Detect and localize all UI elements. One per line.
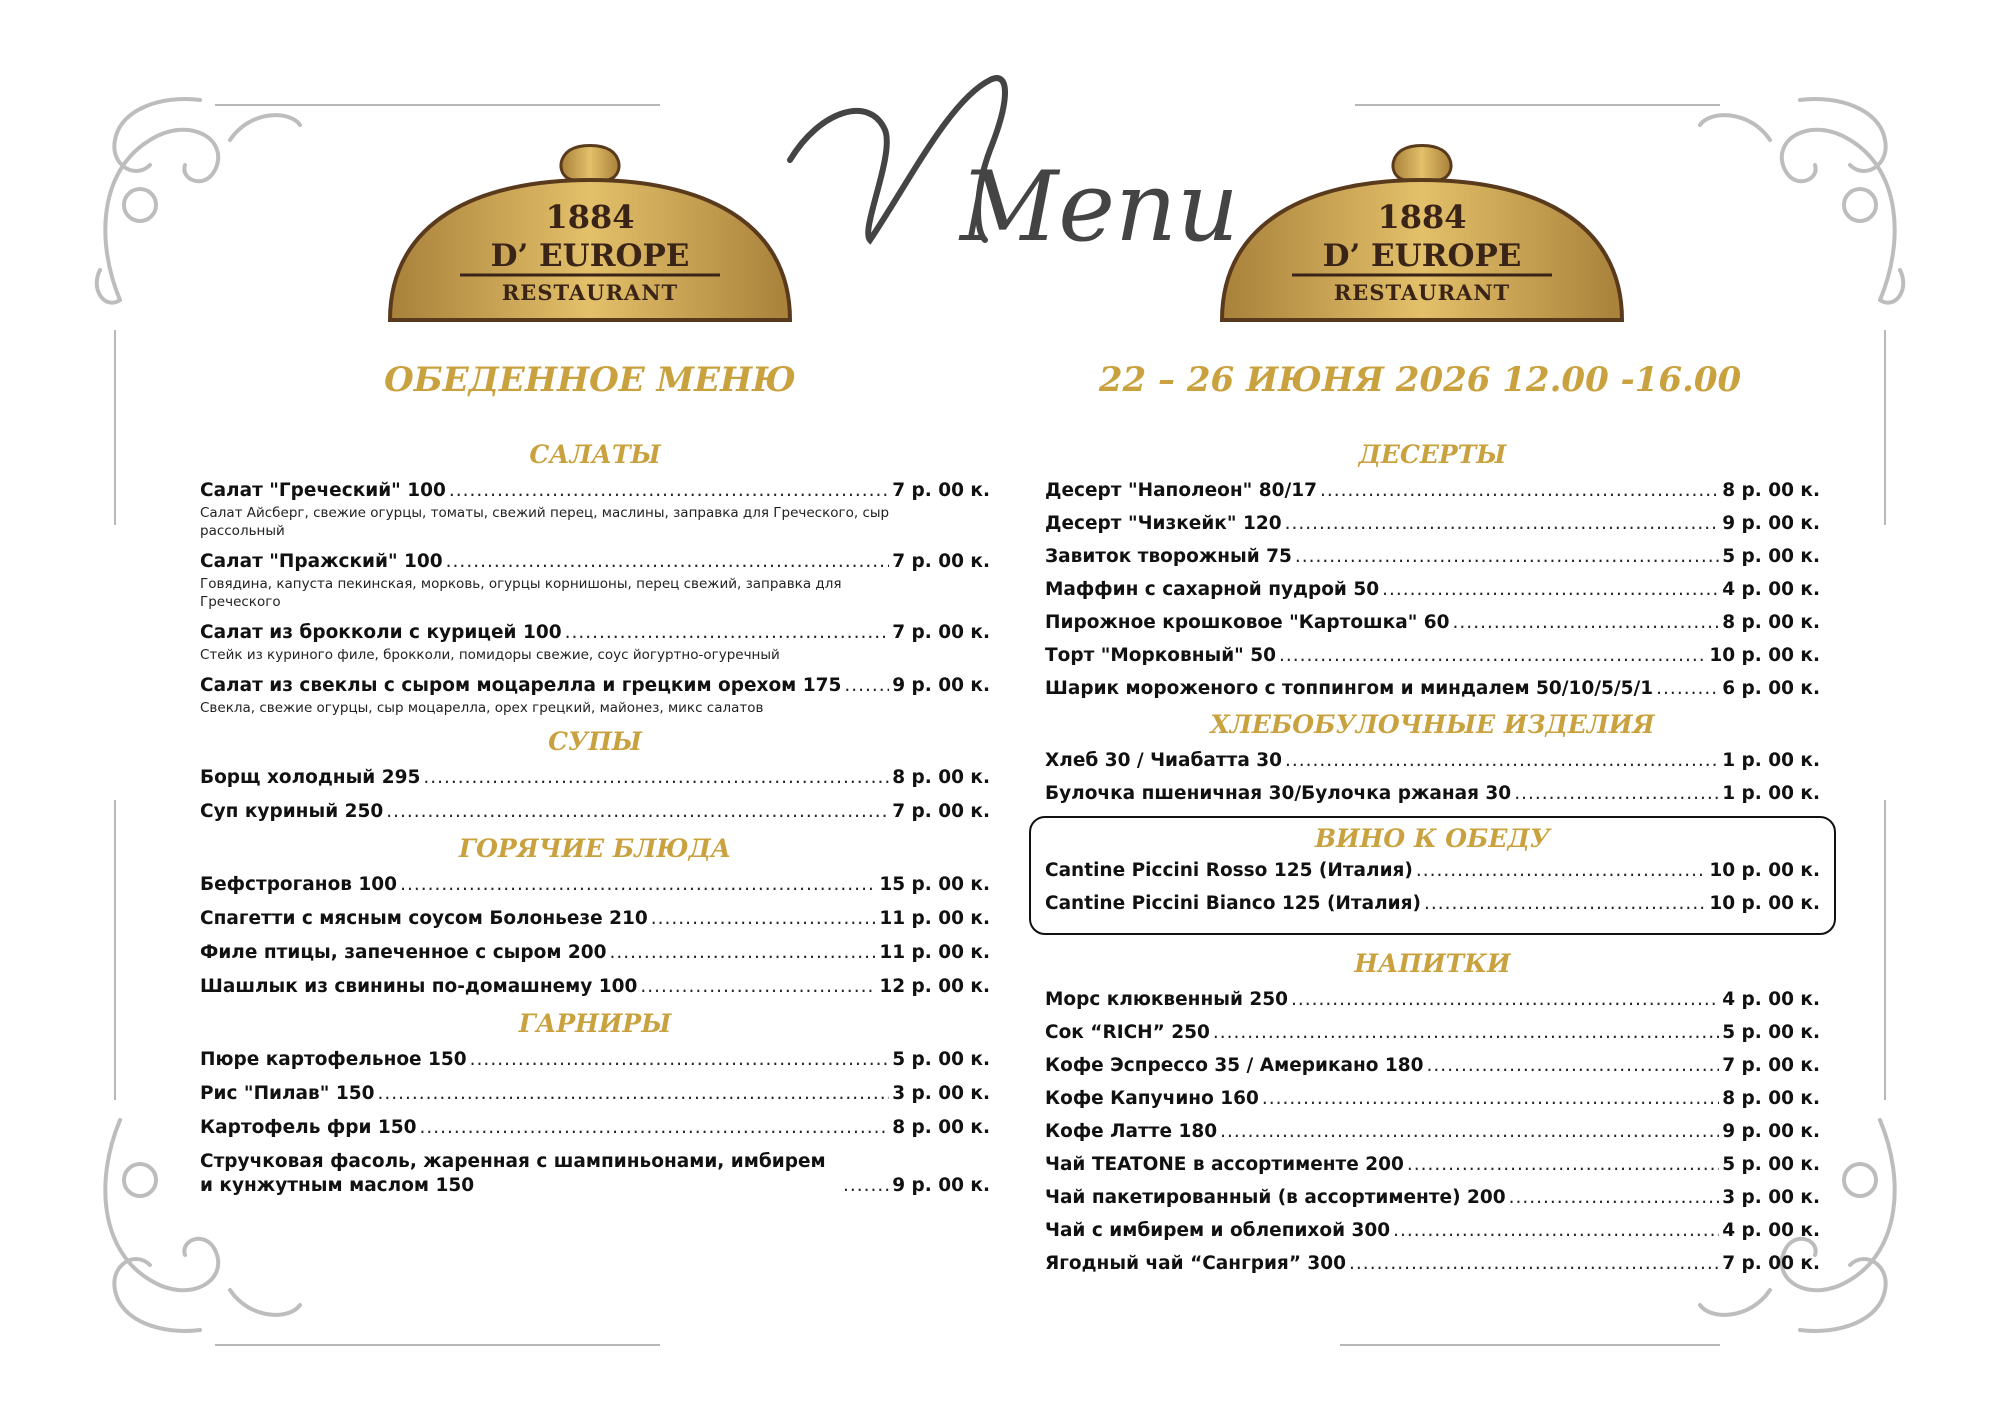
menu-item: [1045, 749, 1820, 773]
item-price: 8 р. 00 к.: [1722, 612, 1820, 633]
item-name: Чай пакетированный (в ассортименте) 200: [1045, 1187, 1506, 1208]
item-name: Шашлык из свинины по-домашнему 100: [200, 976, 638, 997]
item-price: 11 р. 00 к.: [879, 908, 990, 929]
item-name: Десерт "Чизкейк" 120: [1045, 513, 1282, 534]
menu-item: [1045, 988, 1820, 1012]
dot-leader: [1407, 1153, 1719, 1177]
menu-item: [1045, 611, 1820, 635]
item-price: 7 р. 00 к.: [892, 801, 990, 822]
item-name: Завиток творожный 75: [1045, 546, 1292, 567]
dot-leader: [651, 907, 877, 931]
logo-year: 1884: [1377, 198, 1467, 236]
menu-item-row: [1045, 1186, 1820, 1210]
item-description: Говядина, капуста пекинская, морковь, огурцы корнишоны, перец свежий, заправка для Греческого: [200, 576, 842, 610]
dot-leader: [1320, 479, 1719, 503]
right-menu-column: [1045, 440, 1820, 1285]
menu-item-row: [200, 766, 990, 790]
item-name: Картофель фри 150: [200, 1117, 417, 1138]
item-name: Cantine Piccini Rosso 125 (Италия): [1045, 860, 1413, 881]
item-price: 5 р. 00 к.: [1722, 1154, 1820, 1175]
dot-leader: [843, 1174, 889, 1198]
item-name: Филе птицы, запеченное с сыром 200: [200, 942, 607, 963]
dot-leader: [1656, 677, 1719, 701]
item-price: 1 р. 00 к.: [1722, 783, 1820, 804]
item-price: 7 р. 00 к.: [1722, 1253, 1820, 1274]
item-name: Хлеб 30 / Чиабатта 30: [1045, 750, 1283, 771]
menu-item-row: [1045, 892, 1820, 916]
dot-leader: [1416, 859, 1706, 883]
menu-item: [200, 1116, 990, 1140]
dot-leader: [1213, 1021, 1719, 1045]
dot-leader: [1509, 1186, 1720, 1210]
item-name: Салат "Пражский" 100: [200, 551, 443, 572]
section-title: НАПИТКИ: [1354, 949, 1511, 978]
logo-sub: RESTAURANT: [1333, 280, 1511, 305]
menu-item-row: [200, 1048, 990, 1072]
item-price: 8 р. 00 к.: [892, 767, 990, 788]
menu-item: [1045, 1021, 1820, 1045]
item-name: Суп куриный 250: [200, 801, 384, 822]
section-title: ГОРЯЧИЕ БЛЮДА: [458, 834, 732, 863]
dot-leader: [640, 975, 876, 999]
menu-item: [1045, 479, 1820, 503]
dot-leader: [1262, 1087, 1719, 1111]
item-price: 7 р. 00 к.: [1722, 1055, 1820, 1076]
item-name: Ягодный чай “Сангрия” 300: [1045, 1253, 1347, 1274]
menu-item: [200, 1048, 990, 1072]
dot-leader: [844, 674, 889, 698]
item-name: Десерт "Наполеон" 80/17: [1045, 480, 1317, 501]
menu-item: [200, 479, 990, 540]
item-price: 9 р. 00 к.: [1722, 1121, 1820, 1142]
dot-leader: [449, 479, 889, 503]
item-price: 9 р. 00 к.: [1722, 513, 1820, 534]
section-title: ХЛЕБОБУЛОЧНЫЕ ИЗДЕЛИЯ: [1210, 710, 1655, 739]
item-price: 8 р. 00 к.: [1722, 1088, 1820, 1109]
item-name: Кофе Эспрессо 35 / Американо 180: [1045, 1055, 1424, 1076]
dot-leader: [420, 1116, 890, 1140]
menu-item: [1045, 1186, 1820, 1210]
menu-item: [200, 941, 990, 965]
menu-item: [1045, 1087, 1820, 1111]
item-price: 11 р. 00 к.: [879, 942, 990, 963]
menu-item-row: [1045, 1153, 1820, 1177]
item-name: Булочка пшеничная 30/Булочка ржаная 30: [1045, 783, 1512, 804]
menu-item-row: [200, 674, 990, 698]
item-name: Стручковая фасоль, жаренная с шампиньонами, имбирем и кунжутным маслом 150: [200, 1151, 826, 1196]
menu-section: [200, 834, 990, 999]
menu-item-row: [200, 550, 990, 574]
menu-section: [1045, 949, 1820, 1276]
dot-leader: [1382, 578, 1719, 602]
dot-leader: [423, 766, 889, 790]
menu-item-row: [1045, 1087, 1820, 1111]
dot-leader: [1295, 545, 1719, 569]
dot-leader: [386, 800, 889, 824]
menu-item: [200, 907, 990, 931]
section-title: ВИНО К ОБЕДУ: [1314, 824, 1550, 853]
menu-item: [1045, 578, 1820, 602]
dot-leader: [1424, 892, 1706, 916]
menu-item-row: [200, 975, 990, 999]
item-price: 4 р. 00 к.: [1722, 989, 1820, 1010]
dot-leader: [1279, 644, 1706, 668]
item-description: Салат Айсберг, свежие огурцы, томаты, свежий перец, маслины, заправка для Греческого, сыр рассольный: [200, 505, 890, 539]
menu-item: [1045, 1252, 1820, 1276]
dot-leader: [1285, 749, 1719, 773]
dot-leader: [446, 550, 890, 574]
dot-leader: [1514, 782, 1719, 806]
dot-leader: [610, 941, 877, 965]
menu-item-row: [200, 1150, 990, 1198]
item-price: 5 р. 00 к.: [1722, 546, 1820, 567]
menu-item: [1045, 892, 1820, 916]
left-menu-column: [200, 440, 990, 1208]
menu-item: [1045, 782, 1820, 806]
item-price: 12 р. 00 к.: [879, 976, 990, 997]
item-price: 7 р. 00 к.: [892, 480, 990, 501]
menu-item: [200, 674, 990, 717]
menu-item-row: [1045, 988, 1820, 1012]
section-title: ДЕСЕРТЫ: [1358, 440, 1507, 469]
logo-year: 1884: [545, 198, 635, 236]
dot-leader: [400, 873, 876, 897]
dot-leader: [1291, 988, 1719, 1012]
menu-item: [1045, 1054, 1820, 1078]
dot-leader: [1393, 1219, 1719, 1243]
item-price: 5 р. 00 к.: [892, 1049, 990, 1070]
item-price: 8 р. 00 к.: [1722, 480, 1820, 501]
item-name: Торт "Морковный" 50: [1045, 645, 1277, 666]
menu-item-row: [1045, 611, 1820, 635]
item-price: 7 р. 00 к.: [892, 551, 990, 572]
item-name: Чай TEATONE в ассортименте 200: [1045, 1154, 1404, 1175]
menu-section: [200, 1009, 990, 1198]
item-price: 10 р. 00 к.: [1709, 860, 1820, 881]
menu-item-row: [1045, 1252, 1820, 1276]
item-name: Кофе Капучино 160: [1045, 1088, 1259, 1109]
item-name: Спагетти с мясным соусом Болоньезе 210: [200, 908, 648, 929]
dot-leader: [1453, 611, 1720, 635]
dot-leader: [565, 621, 890, 645]
dot-leader: [1349, 1252, 1719, 1276]
menu-item: [1045, 545, 1820, 569]
item-name: Чай с имбирем и облепихой 300: [1045, 1220, 1391, 1241]
dot-leader: [1220, 1120, 1719, 1144]
item-name: Маффин с сахарной пудрой 50: [1045, 579, 1380, 600]
item-description: Свекла, свежие огурцы, сыр моцарелла, орех грецкий, майонез, микс салатов: [200, 700, 764, 716]
dot-leader: [1285, 512, 1720, 536]
menu-item: [200, 800, 990, 824]
menu-item: [1045, 1153, 1820, 1177]
menu-item-row: [1045, 1021, 1820, 1045]
menu-item-row: [1045, 1120, 1820, 1144]
item-name: Кофе Латте 180: [1045, 1121, 1218, 1142]
item-price: 8 р. 00 к.: [892, 1117, 990, 1138]
menu-item-row: [1045, 677, 1820, 701]
menu-item-row: [1045, 859, 1820, 883]
item-price: 9 р. 00 к.: [892, 1175, 990, 1196]
item-price: 10 р. 00 к.: [1709, 645, 1820, 666]
menu-item: [200, 621, 990, 664]
menu-item-row: [1045, 782, 1820, 806]
menu-item-row: [200, 800, 990, 824]
logo-name: D’ EUROPE: [490, 238, 690, 274]
date-time-heading: 22 – 26 ИЮНЯ 2026 12.00 -16.00: [1098, 360, 1742, 400]
dot-leader: [377, 1082, 889, 1106]
menu-section: [1029, 816, 1836, 935]
menu-item-row: [1045, 1054, 1820, 1078]
menu-item-row: [200, 1116, 990, 1140]
item-price: 5 р. 00 к.: [1722, 1022, 1820, 1043]
item-name: Морс клюквенный 250: [1045, 989, 1288, 1010]
menu-item: [200, 873, 990, 897]
menu-item-row: [1045, 1219, 1820, 1243]
item-name: Салат из свеклы с сыром моцарелла и грецким орехом 175: [200, 675, 842, 696]
item-name: Пюре картофельное 150: [200, 1049, 467, 1070]
menu-item-row: [200, 907, 990, 931]
item-price: 3 р. 00 к.: [1722, 1187, 1820, 1208]
menu-item: [1045, 1120, 1820, 1144]
item-price: 3 р. 00 к.: [892, 1083, 990, 1104]
logo-name: D’ EUROPE: [1322, 238, 1522, 274]
menu-item-row: [200, 873, 990, 897]
item-name: Бефстроганов 100: [200, 874, 398, 895]
item-name: Салат "Греческий" 100: [200, 480, 446, 501]
item-price: 15 р. 00 к.: [879, 874, 990, 895]
item-price: 9 р. 00 к.: [892, 675, 990, 696]
item-description: Стейк из куриного филе, брокколи, помидоры свежие, соус йогуртно-огуречный: [200, 647, 780, 663]
item-name: Рис "Пилав" 150: [200, 1083, 375, 1104]
menu-script-text: Menu: [960, 151, 1239, 263]
menu-item: [1045, 512, 1820, 536]
menu-item-row: [1045, 545, 1820, 569]
menu-item-row: [200, 1082, 990, 1106]
item-name: Пирожное крошковое "Картошка" 60: [1045, 612, 1450, 633]
item-price: 10 р. 00 к.: [1709, 893, 1820, 914]
item-name: Шарик мороженого с топпингом и миндалем 50/10/5/5/1: [1045, 678, 1654, 699]
logo-sub: RESTAURANT: [501, 280, 679, 305]
section-title: ГАРНИРЫ: [518, 1009, 672, 1038]
item-price: 4 р. 00 к.: [1722, 1220, 1820, 1241]
menu-item: [200, 766, 990, 790]
item-price: 1 р. 00 к.: [1722, 750, 1820, 771]
menu-item-row: [1045, 578, 1820, 602]
menu-item-row: [200, 941, 990, 965]
menu-section: [1045, 440, 1820, 701]
lunch-menu-heading: ОБЕДЕННОЕ МЕНЮ: [384, 360, 796, 400]
dot-leader: [1427, 1054, 1720, 1078]
menu-item: [200, 1150, 990, 1198]
restaurant-logo-left: [380, 140, 800, 330]
item-name: Сок “RICH” 250: [1045, 1022, 1210, 1043]
menu-item: [1045, 644, 1820, 668]
menu-item-row: [200, 621, 990, 645]
item-price: 6 р. 00 к.: [1722, 678, 1820, 699]
item-name: Борщ холодный 295: [200, 767, 421, 788]
menu-section: [200, 440, 990, 717]
menu-item-row: [200, 479, 990, 503]
dot-leader: [470, 1048, 890, 1072]
section-title: САЛАТЫ: [529, 440, 661, 469]
item-name: Салат из брокколи с курицей 100: [200, 622, 562, 643]
menu-item: [200, 1082, 990, 1106]
menu-item-row: [1045, 644, 1820, 668]
item-price: 4 р. 00 к.: [1722, 579, 1820, 600]
menu-item: [200, 550, 990, 611]
menu-item: [200, 975, 990, 999]
menu-script-title: [760, 40, 1240, 280]
menu-section: [1045, 710, 1820, 806]
section-title: СУПЫ: [548, 727, 642, 756]
menu-item: [1045, 677, 1820, 701]
menu-item-row: [1045, 512, 1820, 536]
item-price: 7 р. 00 к.: [892, 622, 990, 643]
menu-item: [1045, 859, 1820, 883]
restaurant-logo-right: [1212, 140, 1632, 330]
menu-item: [1045, 1219, 1820, 1243]
item-name: Cantine Piccini Bianco 125 (Италия): [1045, 893, 1421, 914]
menu-item-row: [1045, 749, 1820, 773]
menu-section: [200, 727, 990, 824]
menu-item-row: [1045, 479, 1820, 503]
